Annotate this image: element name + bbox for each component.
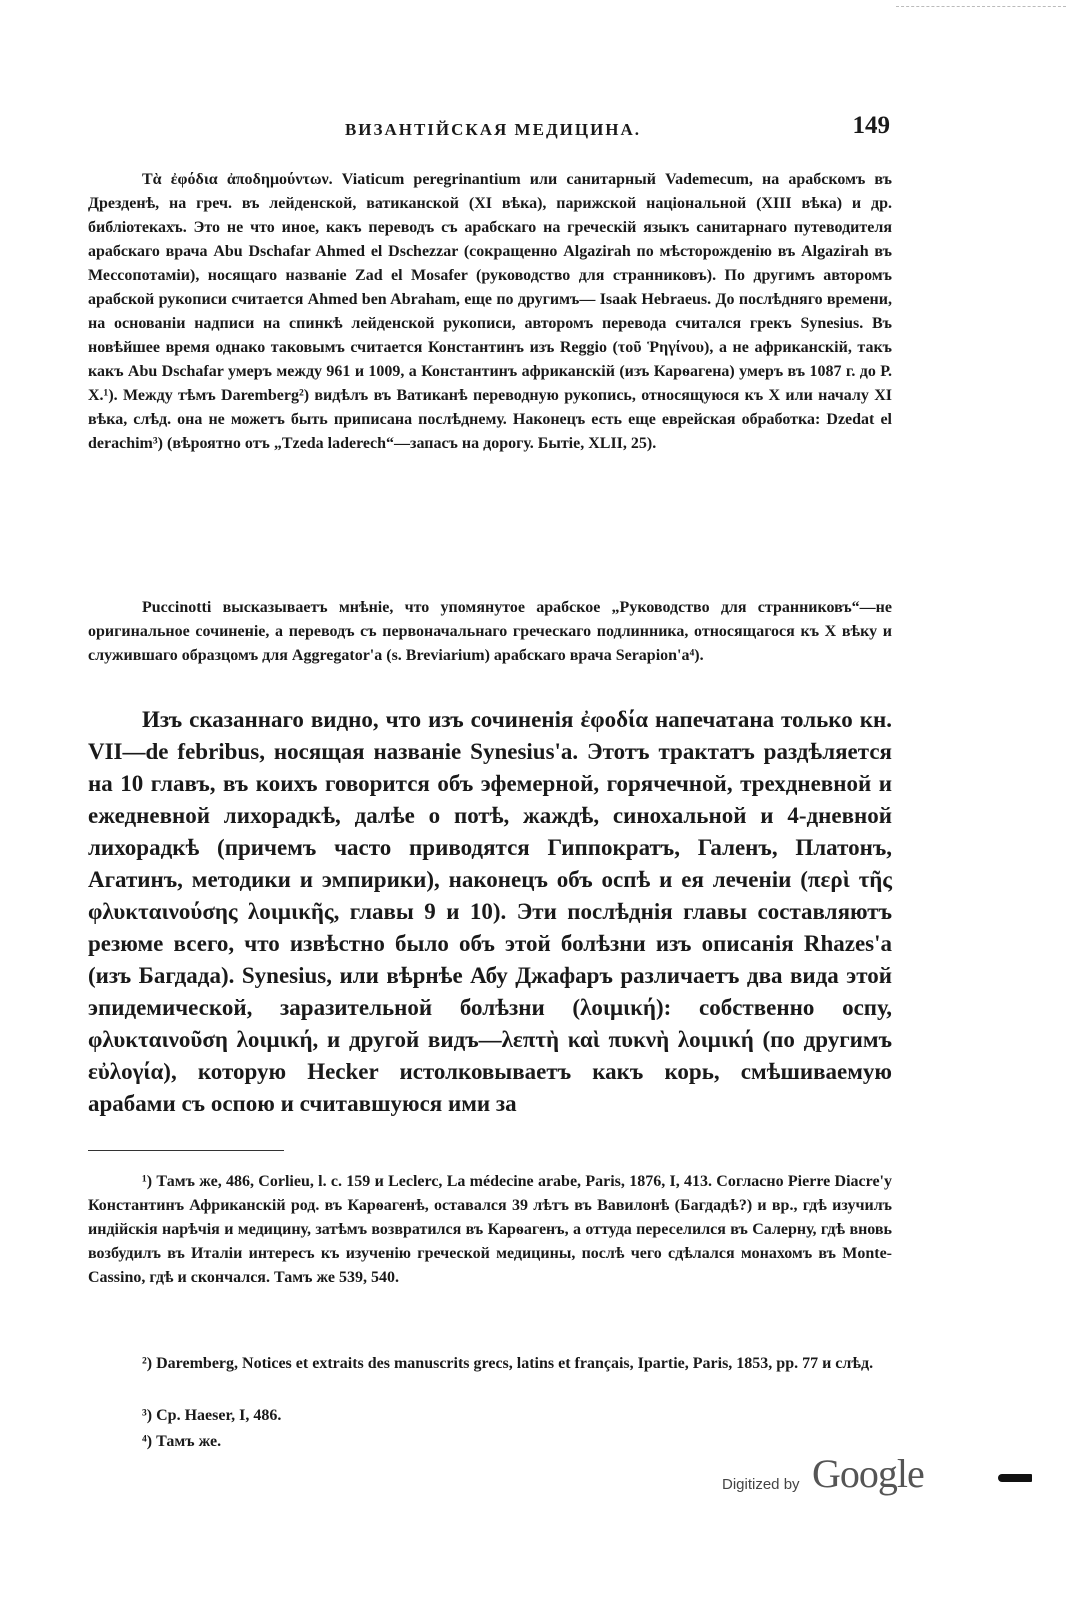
digitized-by-label: Digitized by	[722, 1476, 800, 1493]
scan-edge-line	[896, 6, 1066, 8]
footnote-4: ⁴) Тамъ же.	[142, 1433, 222, 1450]
scan-edge-mark	[998, 1474, 1032, 1482]
body-paragraph-main: Изъ сказаннаго видно, что изъ сочиненія ἐφοδία напечатана только кн. VII—de febribus, носящая названіе Synesius'а. Этотъ трактатъ раздѣляется на 10 главъ, въ коихъ говорится объ эфемерной, горячечной, трехдневной и ежедневной лихорадкѣ, далѣе о потѣ, жаждѣ, синохальной и 4-дневной лихорадкѣ (причемъ часто приводятся Гиппократъ, Галенъ, Платонъ, Агатинъ, методики и эмпирики), наконецъ объ оспѣ и ея леченіи (περὶ τῆς φλυκταινούσης λοιμικῆς, главы 9 и 10). Эти послѣднія главы составляютъ резюме всего, что извѣстно было объ этой болѣзни изъ описанія Rhazes'а (изъ Багдада). Synesius, или вѣрнѣе Абу Джафаръ различаетъ два вида этой эпидемической, заразительной болѣзни (λοιμική): собственно оспу, φλυκταινοῦση λοιμική, и другой видъ—λεπτὴ καὶ πυκνὴ λοιμική (по другимъ εὐλογία), которую Hecker истолковываетъ какъ корь, смѣшиваемую арабами съ оспою и считавшуюся ими за	[88, 707, 892, 1116]
body-paragraph-small-2: Puccinotti высказываетъ мнѣніе, что упомянутое арабское „Руководство для странниковъ“—не оригинальное сочиненіе, а переводъ съ первоначальнаго греческаго подлинника, относящагося къ X вѣку и служившаго образцомъ для Aggregator'а (s. Breviarium) арабскаго врача Serapion'а⁴).	[88, 599, 892, 664]
footnote-separator	[88, 1150, 284, 1151]
running-title: ВИЗАНТІЙСКАЯ МЕДИЦИНА.	[344, 120, 642, 139]
page-number: 149	[852, 112, 890, 139]
running-head	[88, 112, 898, 148]
footnote-1: ¹) Тамъ же, 486, Corlieu, l. c. 159 и Leclerc, La médecine arabe, Paris, 1876, I, 413. Согласно Pierre Diacre'у Константинъ Африканскій род. въ Карѳагенѣ, оставался 39 лѣтъ въ Вавилонѣ (Багдадѣ?) и вр., гдѣ изучилъ индійскія нарѣчія и медицину, затѣмъ возвратился въ Карѳагенъ, а оттуда переселился въ Салерну, гдѣ вновь возбудилъ въ Италіи интересъ къ изученію греческой медицины, послѣ чего сдѣлался монахомъ въ Monte-Cassino, гдѣ и скончался. Тамъ же 539, 540.	[88, 1173, 892, 1286]
body-paragraph-small-1: Τὰ ἐφόδια ἀποδημούντων. Viaticum peregrinantium или санитарный Vademecum, на арабскомъ въ Дрезденѣ, на греч. въ лейденской, ватиканской (XI вѣка), парижской національной (XIII вѣка) и др. библіотекахъ. Это не что иное, какъ переводъ съ арабскаго на греческій языкъ санитарнаго путеводителя арабскаго врача Abu Dschafar Ahmed el Dschezzar (сокращенно Algazirah по мѣсторожденію въ Algazirah въ Мессопотаміи), носящаго названіе Zad el Mosafer (руководство для странниковъ). По другимъ авторомъ арабской рукописи считается Ahmed ben Abraham, еще по другимъ— Isaak Hebraeus. До послѣдняго времени, на основаніи надписи на спинкѣ лейденской рукописи, авторомъ перевода считался грекъ Synesius. Въ новѣйшее время однако таковымъ считается Константинъ изъ Reggio (τοῦ Ῥηγίνου), а не африканскій, такъ какъ Abu Dschafar умеръ между 961 и 1009, а Константинъ африканскій (изъ Карѳагена) умеръ въ 1087 г. до Р. X.¹). Между тѣмъ Daremberg²) видѣлъ въ Ватиканѣ переводную рукопись, относящуюся къ X или началу XI вѣка, слѣд. она не можетъ быть приписана послѣднему. Наконецъ есть еще еврейская обработка: Dzedat el derachim³) (вѣроятно отъ „Tzeda laderech“—запасъ на дорогу. Бытіе, XLII, 25).	[88, 171, 892, 452]
google-logo: Google	[812, 1451, 924, 1496]
footnote-2: ²) Daremberg, Notices et extraits des manuscrits grecs, latins et français, Ipartie, Paris, 1853, pp. 77 и слѣд.	[142, 1355, 874, 1372]
google-watermark	[718, 1451, 954, 1504]
footnote-3: ³) Ср. Haeser, I, 486.	[142, 1407, 282, 1424]
